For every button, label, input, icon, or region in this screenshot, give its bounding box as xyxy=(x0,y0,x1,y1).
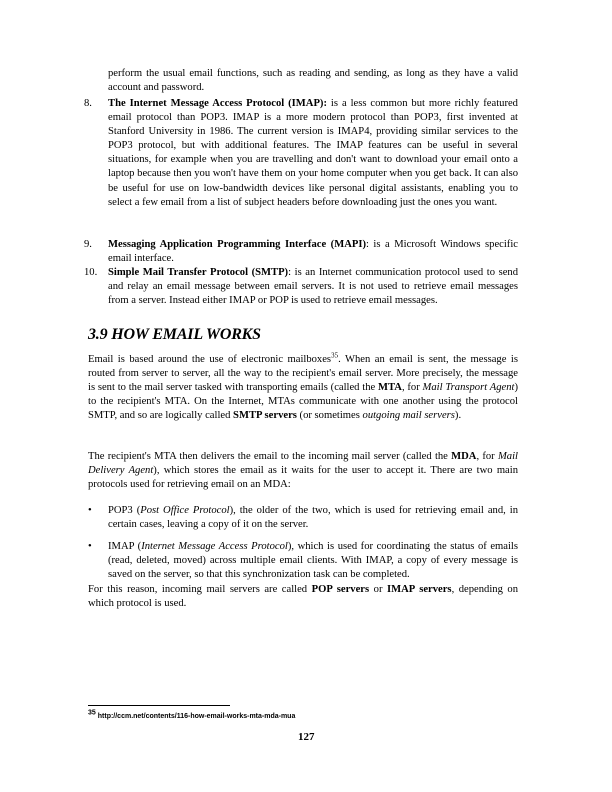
text: ), the older of the two, which is used for retrieving email and, in certain cases, leaving a copy of it on the server. xyxy=(108,505,518,531)
term-smtp-servers: SMTP servers xyxy=(233,410,297,422)
term-italic: Post Office Protocol xyxy=(140,505,230,516)
text: ), which stores the email as it waits for the user to accept it. There are two main protocols used for retrieving email on an MDA: xyxy=(88,465,518,491)
text: Email is based around the use of electronic mailboxes xyxy=(88,354,332,365)
text: ). xyxy=(454,410,462,422)
term-pop-servers: POP servers xyxy=(311,584,370,595)
term-mta-full: Mail Transport Agent xyxy=(422,382,515,394)
text: . When an email is sent, the message is routed from server to server, all the way to the recipient's email server. More precisely, the message is sent to the mail server tasked with transporting emails (called the xyxy=(88,354,518,394)
text: IMAP ( xyxy=(108,541,142,552)
list-text: is a less common but more richly featured email protocol than POP3. IMAP is a more modern protocol than POP3, first invented at Stanford University in 1986. The current version is IMAP4, providing similar services to the POP3 protocol, but with additional features. The IMAP features can be useful in several situations, for example when you are travelling and don't want to download your email onto a laptop because then you won't have them on your home computer when you get back. It can also be useful for use on low-bandwidth devices like personal digital assistants, enabling you to select a few email from a list of subject headers before downloading just the ones you want. xyxy=(108,98,518,208)
footnote-link[interactable]: http://ccm.net/contents/116-how-email-works-mta-mda-mua xyxy=(97,713,296,720)
footnote-number: 35 xyxy=(88,709,96,717)
text: , for xyxy=(476,451,498,462)
text: or xyxy=(369,584,388,595)
list-text: : is an Internet communication protocol used to send and relay an email message between email servers. It is not used to retrieve email messages from a server. Instead either IMAP or POP is used to retrieve email messages. xyxy=(108,267,519,307)
bullet-icon: • xyxy=(88,541,92,552)
page-number: 127 xyxy=(298,731,315,743)
text: , for xyxy=(401,382,423,394)
paragraph-mda xyxy=(88,450,518,492)
text: POP3 ( xyxy=(108,505,141,516)
term-mda: MDA xyxy=(451,451,477,462)
list-item-imap xyxy=(84,97,518,210)
text: ) to the recipient's MTA. On the Internet, MTAs communicate with one another using the protocol SMTP, and so are logically called xyxy=(88,382,518,422)
text: ), which is used for coordinating the status of emails (read, deleted, moved) across multiple email clients. With IMAP, a copy of every message is saved on the server, so that this synchronization task can be completed. xyxy=(108,541,518,581)
bullet-item-imap xyxy=(88,540,518,582)
list-number: 9. xyxy=(84,239,92,250)
continuation-paragraph xyxy=(108,67,518,95)
paragraph-email-routing xyxy=(88,353,518,423)
list-item-smtp xyxy=(84,266,519,308)
bullet-icon: • xyxy=(88,505,92,516)
list-term: The Internet Message Access Protocol (IMAP): xyxy=(108,98,327,109)
list-number: 10. xyxy=(84,267,98,278)
term-mta: MTA xyxy=(378,382,402,394)
footnote-reference[interactable]: 35 xyxy=(331,351,339,360)
list-number: 8. xyxy=(84,98,92,109)
paragraph-conclusion xyxy=(88,583,518,611)
text: The recipient's MTA then delivers the email to the incoming mail server (called the xyxy=(88,451,452,462)
continuation-text: perform the usual email functions, such as reading and sending, as long as they have a valid account and password. xyxy=(108,68,518,94)
section-heading: 3.9 HOW EMAIL WORKS xyxy=(88,326,261,343)
list-item-mapi xyxy=(84,238,518,266)
term-mda-full: Mail Delivery Agent xyxy=(88,451,518,477)
list-term: Messaging Application Programming Interface (MAPI) xyxy=(108,239,366,250)
text: , depending on which protocol is used. xyxy=(88,584,518,610)
term-italic: Internet Message Access Protocol xyxy=(141,541,288,552)
term-imap-servers: IMAP servers xyxy=(387,584,452,595)
list-text: : is a Microsoft Windows specific email interface. xyxy=(108,239,518,265)
text: (or sometimes xyxy=(296,410,363,422)
list-term: Simple Mail Transfer Protocol (SMTP) xyxy=(108,267,289,278)
bullet-item-pop3 xyxy=(88,504,518,532)
term-outgoing: outgoing mail servers xyxy=(362,410,455,422)
text: For this reason, incoming mail servers are called xyxy=(88,584,312,595)
footnote-divider xyxy=(88,705,230,706)
footnote xyxy=(88,709,296,720)
